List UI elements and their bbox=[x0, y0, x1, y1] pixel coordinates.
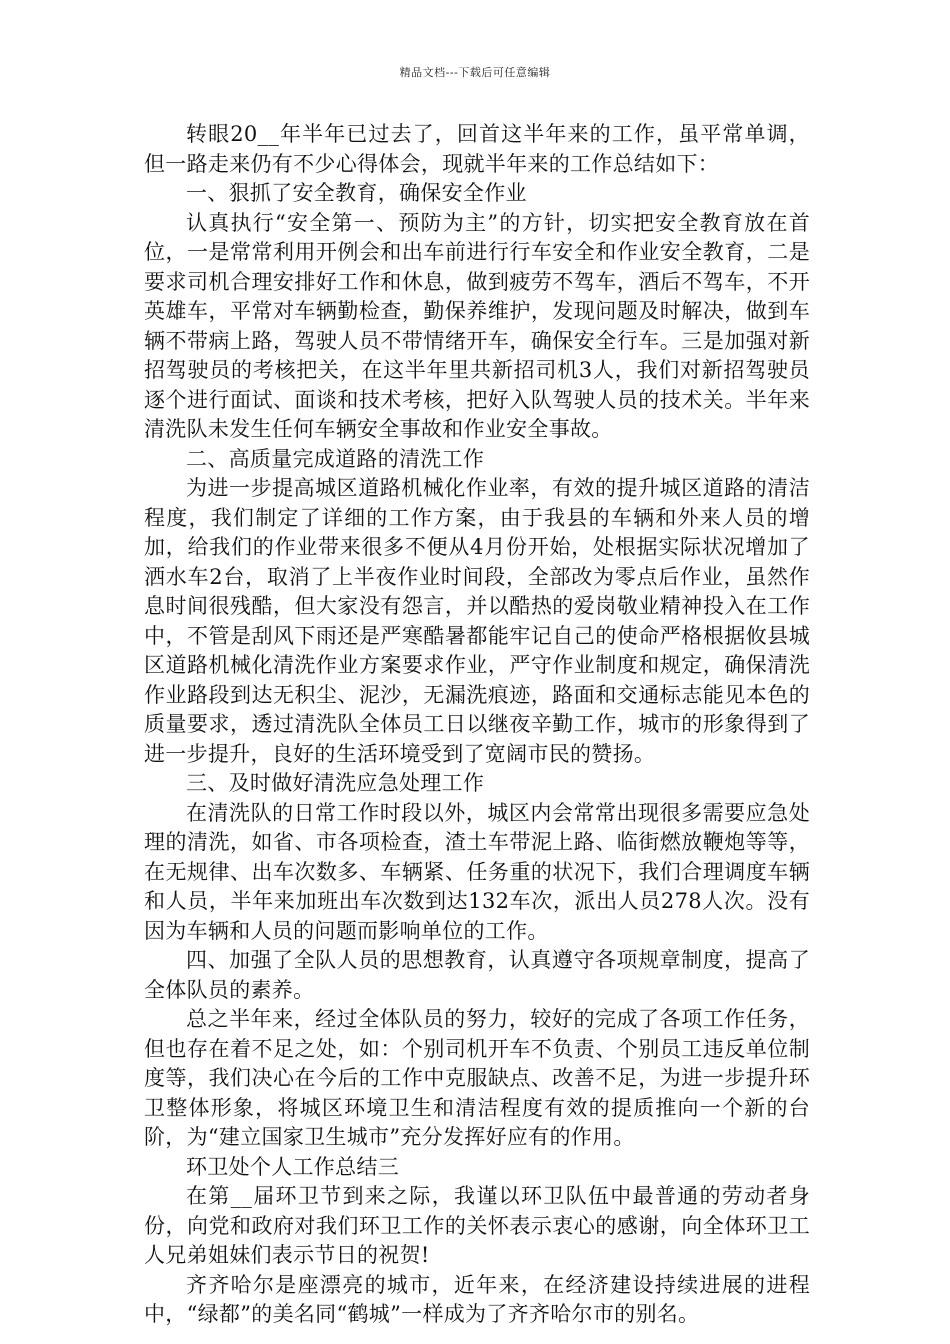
festival-paragraph: 在第__届环卫节到来之际，我谨以环卫队伍中最普通的劳动者身份，向党和政府对我们环卫工作的关怀表示衷心的感谢，向全体环卫工人兄弟姐妹们表示节日的祝贺! bbox=[144, 1184, 810, 1267]
document-body bbox=[144, 120, 810, 1330]
safety-paragraph: 认真执行“安全第一、预防为主”的方针，切实把安全教育放在首位，一是常常利用开例会和出车前进行行车安全和作业安全教育，二是要求司机合理安排好工作和休息，做到疲劳不驾车，酒后不驾车，不开英雄车，平常对车辆勤检查，勤保养维护，发现问题及时解决，做到车辆不带病上路，驾驶人员不带情绪开车，确保安全行车。三是加强对新招驾驶员的考核把关，在这半年里共新招司机3人，我们对新招驾驶员逐个进行面试、面谈和技术考核，把好入队驾驶人员的技术关。半年来清洗队未发生任何车辆安全事故和作业安全事故。 bbox=[144, 210, 810, 441]
page-header: 精品文档---下载后可任意编辑 bbox=[399, 66, 551, 79]
qiqihar-paragraph: 齐齐哈尔是座漂亮的城市，近年来，在经济建设持续进展的进程中，“绿都”的美名同“鹤城”一样成为了齐齐哈尔市的别名。 bbox=[144, 1272, 810, 1326]
emergency-paragraph: 在清洗队的日常工作时段以外，城区内会常常出现很多需要应急处理的清洗，如省、市各项检查，渣土车带泥上路、临街燃放鞭炮等等，在无规律、出车次数多、车辆紧、任务重的状况下，我们合理调度车辆和人员，半年来加班出车次数到达132车次，派出人员278人次。没有因为车辆和人员的问题而影响单位的工作。 bbox=[144, 800, 810, 943]
summary-three-title: 环卫处个人工作总结三 bbox=[186, 1154, 399, 1179]
intro-paragraph: 转眼20__年半年已过去了，回首这半年来的工作，虽平常单调，但一路走来仍有不少心得体会，现就半年来的工作总结如下： bbox=[144, 122, 810, 176]
section-heading-safety: 一、狠抓了安全教育，确保安全作业 bbox=[186, 181, 527, 205]
road-cleaning-paragraph: 为进一步提高城区道路机械化作业率，有效的提升城区道路的清洁程度，我们制定了详细的工作方案，由于我县的车辆和外来人员的增加，给我们的作业带来很多不便从4月份开始，处根据实际状况增加了洒水车2台，取消了上半夜作业时间段，全部改为零点后作业，虽然作息时间很残酷，但大家没有怨言，并以酷热的爱岗敬业精神投入在工作中，不管是刮风下雨还是严寒酷暑都能牢记自己的使命严格根据攸县城区道路机械化清洗作业方案要求作业，严守作业制度和规定，确保清洗作业路段到达无积尘、泥沙，无漏洗痕迹，路面和交通标志能见本色的质量要求，透过清洗队全体员工日以继夜辛勤工作，城市的形象得到了进一步提升，良好的生活环境受到了宽阔市民的赞扬。 bbox=[144, 476, 810, 766]
section-heading-emergency: 三、及时做好清洗应急处理工作 bbox=[186, 771, 485, 795]
section-heading-education: 四、加强了全队人员的思想教育，认真遵守各项规章制度，提高了全体队员的素养。 bbox=[144, 948, 810, 1002]
summary-paragraph: 总之半年来，经过全体队员的努力，较好的完成了各项工作任务，但也存在着不足之处，如：个别司机开车不负责、个别员工违反单位制度等，我们决心在今后的工作中克服缺点、改善不足，为进一步提升环卫整体形象，将城区环境卫生和清洁程度有效的提质推向一个新的台阶，为“建立国家卫生城市”充分发挥好应有的作用。 bbox=[144, 1007, 810, 1149]
section-heading-road-cleaning: 二、高质量完成道路的清洗工作 bbox=[186, 446, 485, 471]
